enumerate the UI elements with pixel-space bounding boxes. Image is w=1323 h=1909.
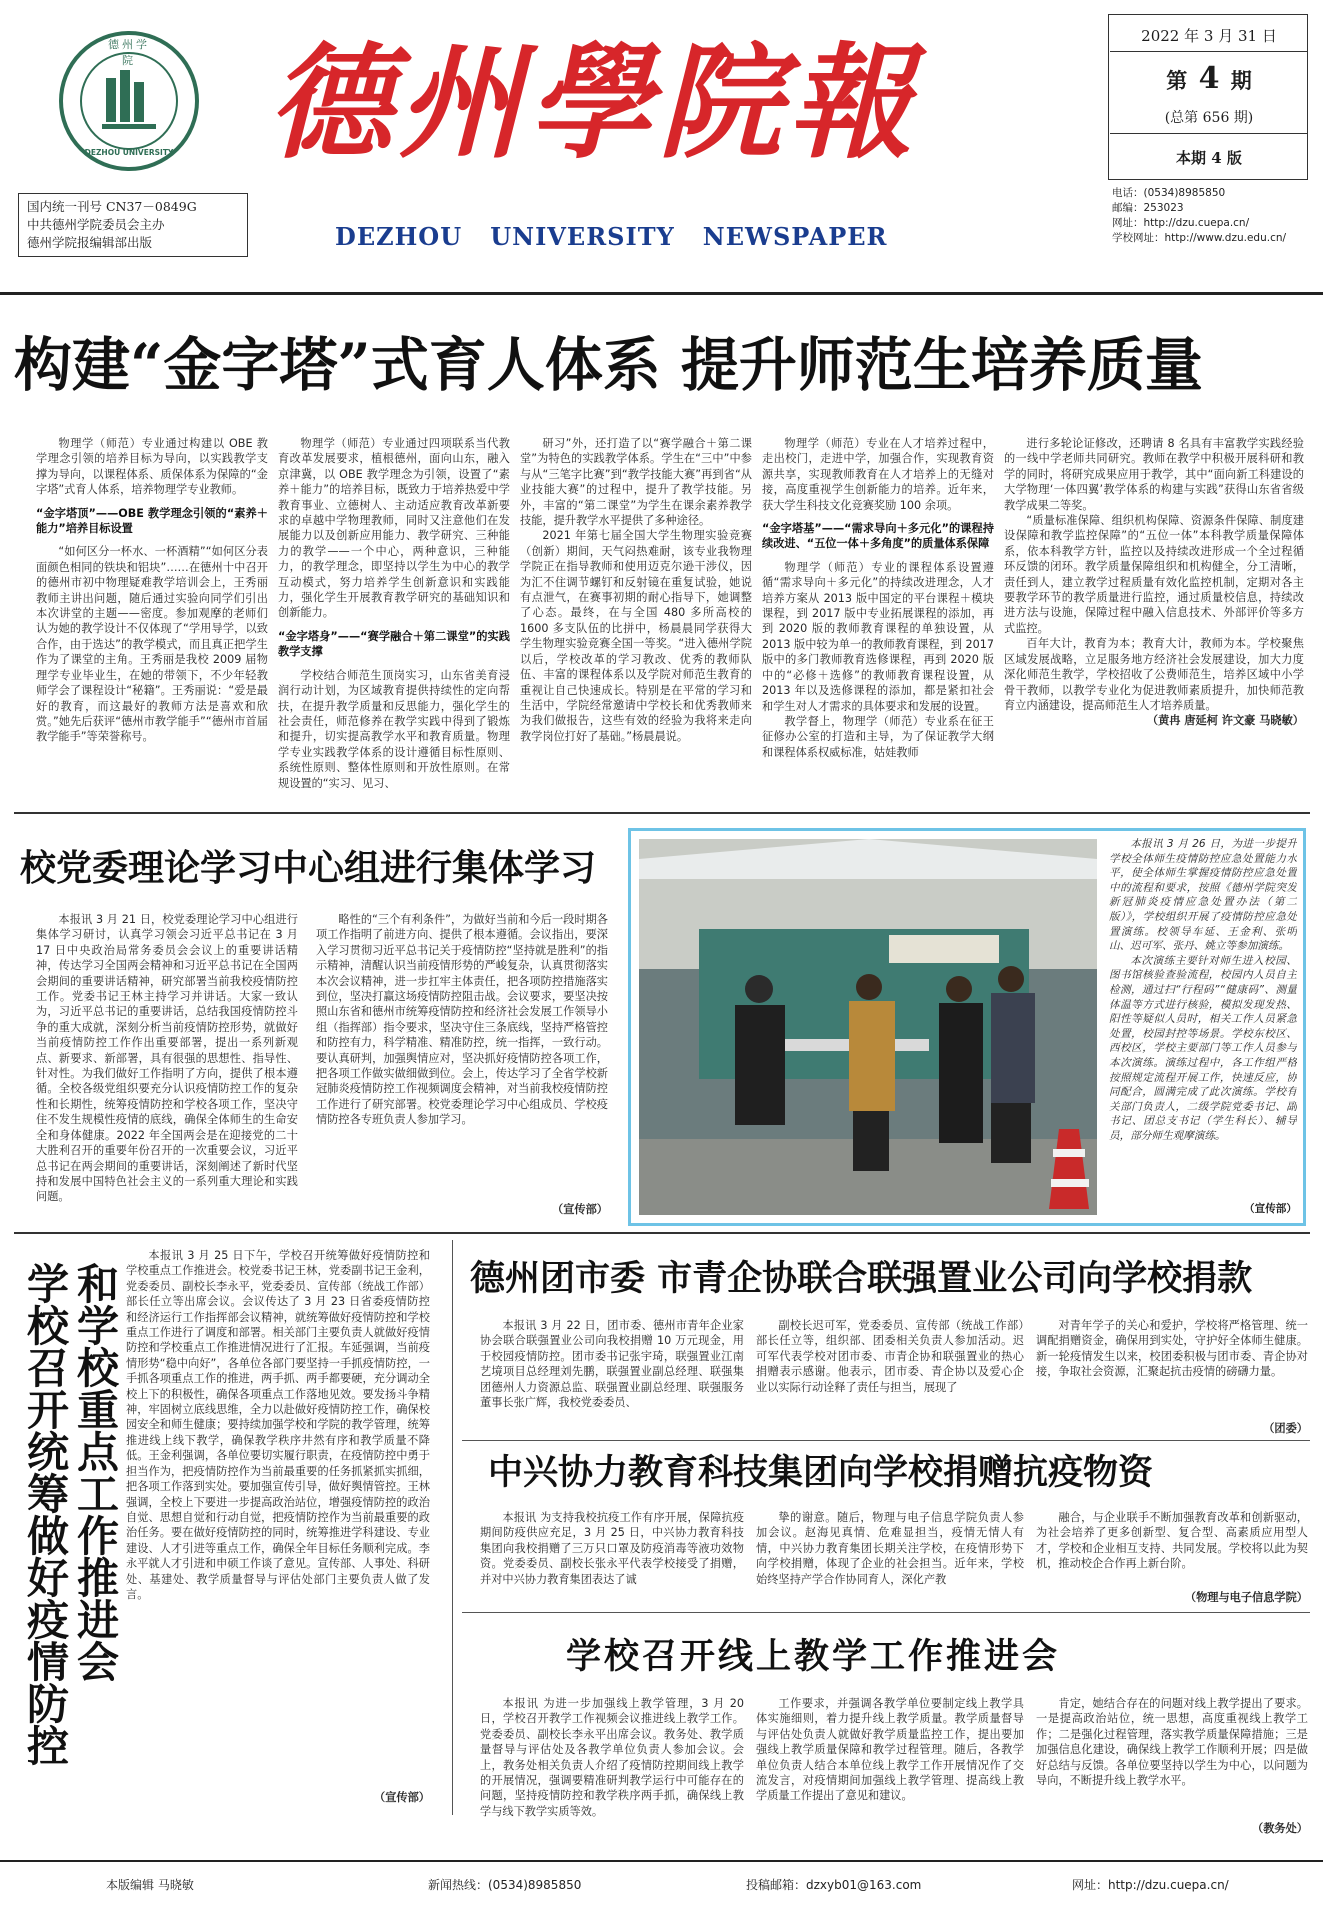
paragraph: 对青年学子的关心和爱护，学校将严格管理、统一调配捐赠资金，确保用到实处，守护好全体师生健康。新一轮疫情发生以来，校团委积极与团市委、青企协对接，争取社会资源，汇聚起抗击疫情的磅礴力量。	[1036, 1319, 1308, 1379]
paragraph: 本次演练主要针对师生进入校园、图书馆核验查验流程，校园内人员自主检测，通过扫“行程码”“健康码”、测量体温等方式进行核验，模拟发现发热、阳性等疑似人员时，相关工作人员紧急处置，校园封控等场景。学校东校区、西校区，学校主要部门等工作人员参与本次演练。演练过程中，各工作组严格按照规定流程开展工作，快速反应，协同配合，圆满完成了此次演练。学校有关部门负责人，二级学院党委书记、副书记、团总支书记（学生科长）、辅导员，部分师生观摩演练。	[1109, 954, 1297, 1142]
subheading: “金字塔基”——“需求导向＋多元化”的课程持续改进、“五位一体＋多角度”的质量体系保障	[762, 522, 994, 551]
story6-byline: （物理与电子信息学院）	[1184, 1591, 1308, 1604]
drill-photo	[639, 839, 1097, 1215]
contact-postcode: 邮编：253023	[1112, 202, 1184, 214]
story7-byline: （教务处）	[1252, 1822, 1308, 1835]
masthead-rule	[0, 292, 1323, 295]
issue-box	[1108, 14, 1308, 180]
drill-photo-scene	[639, 839, 1097, 1215]
story4-headline-right: 和学校重点工作推进会	[71, 1262, 120, 1682]
paragraph: 本报讯 3 月 21 日，校党委理论学习中心组进行集体学习研讨，认真学习领会习近平总书记在 3 月 17 日中央政治局常务委员会会议上的重要讲话精神，传达学习全国两会精神和习近平总书记在全国两会期间的重要讲话精神，研究部署当前我校疫情防控工作。党委书记王林主持学习并讲话。大家一致认为，习近平总书记的重要讲话，总结我国疫情防控斗争的重大成就，深刻分析当前疫情防控形势，就做好当前疫情防控工作作出重要部署，提出一系列新观点、新要求、新部署，具有很强的思想性、指导性、针对性。为我们做好工作指明了方向，提供了根本遵循。全校各级党组织要充分认识疫情防控工作的复杂性和长期性，统筹疫情防控和学校各项工作，坚决守住不发生规模性疫情的底线，确保全体师生的生命安全和身体健康。2022 年全国两会是在迎接党的二十大胜利召开的重要年份召开的一次重要会议，习近平总书记在两会期间的重要讲话，深刻阐述了新时代坚持和发展中国特色社会主义的一系列重大理论和实践问题。	[36, 913, 298, 1204]
footer-hotline: 新闻热线：(0534)8985850	[428, 1878, 582, 1892]
newspaper-subtitle: DEZHOU UNIVERSITY NEWSPAPER	[335, 222, 888, 251]
subheading: “金字塔身”——“赛学融合＋第二课堂”的实践教学支撑	[278, 629, 510, 659]
masthead	[0, 0, 1323, 260]
lead-column-3	[520, 436, 752, 808]
lead-headline: 构建“金字塔”式育人体系 提升师范生培养质量	[14, 331, 1203, 399]
issue-date: 2022 年 3 月 31 日	[1141, 27, 1277, 45]
paragraph: “质量标准保障、组织机构保障、资源条件保障、制度建设保障和教学监控保障”的“五位一体”本科教学质量保障体系，依本科教学方针，监控以及持续改进形成一个全过程循环反馈的闭环。教学质量保障组织和机构健全，分工清晰，责任到人，建立教学过程质量有效化监控机制，定期对各主要教学环节的教学质量进行监控，通过质量校信息，持续改进方法与设施，保障过程中融入信息技术、外部评价等多方式监控。	[1004, 514, 1304, 635]
issue-no: 4	[1198, 61, 1220, 96]
subheading: “金字塔顶”——OBE 教学理念引领的“素养＋能力”培养目标设置	[36, 506, 268, 536]
story5-column-2	[756, 1318, 1024, 1436]
paragraph: 教学督上，物理学（师范）专业系在征王征修办公室的打造和主导，为了保证教学大纲和课程体系权威标准，姑娃教师	[762, 714, 994, 759]
story7-column-2	[756, 1696, 1024, 1836]
registration-line: 德州学院报编辑部出版	[27, 235, 153, 250]
section-rule	[14, 812, 1310, 814]
story5-column-3	[1036, 1318, 1308, 1422]
paragraph: 本报讯 3 月 26 日，为进一步提升学校全体师生疫情防控应急处置能力水平，使全体师生掌握疫情防控应急处置中的流程和要求，按照《德州学院突发新冠肺炎疫情应急处置办法（第二版）》，学校组织开展了疫情防控应急处置演练。校领导车延、王金利、张明山、迟可军、张丹、姚立等参加演练。	[1109, 838, 1297, 953]
story7-headline: 学校召开线上教学工作推进会	[566, 1636, 1061, 1677]
section-rule	[462, 1440, 1310, 1441]
contact-phone: 电话：(0534)8985850	[1112, 187, 1226, 199]
story6-column-1	[480, 1510, 744, 1606]
paragraph: 进行多轮论证修改，还聘请 8 名具有丰富教学实践经验的一线中学老师共同研究。教师在教学中积极开展科研和教学的同时，将研究成果应用于教学，其中“面向新工科建设的大学物理‘一体四翼’教学体系的构建与实践”获得山东省省级教学成果二等奖。	[1004, 437, 1304, 512]
story6-headline: 中兴协力教育科技集团向学校捐赠抗疫物资	[488, 1452, 1154, 1493]
contact-school-site: 学校网址：http://www.dzu.edu.cn/	[1112, 232, 1287, 244]
story3-byline: （宣传部）	[1244, 1203, 1297, 1215]
byline: （黄冉 唐延柯 许文豪 马晓敏）	[1146, 714, 1304, 728]
issue-suffix: 期	[1230, 68, 1252, 93]
lead-column-1	[36, 436, 268, 808]
contact-block	[1112, 186, 1317, 246]
paragraph: 本报讯 为支持我校抗疫工作有序开展，保障抗疫期间防疫供应充足，3 月 25 日，中兴协力教育科技集团向我校捐赠了三万只口罩及防疫消毒等液功效物资。党委委员、副校长张永平代表学校接受了捐赠，并对中兴协力教育集团表达了诚	[480, 1511, 744, 1586]
paragraph: “如何区分一杯水、一杯酒精”“如何区分表面颜色相同的铁块和铝块”……在德州十中召开的德州市初中物理疑难教学培训会上，王秀丽教师主讲出问题，随后通过实验向同学们引出本次讲堂的主题——密度。参加观摩的老师们认为她的教学设计不仅体现了“学用导学，以致合作，由于选达”的教学模式，而且真正把学生作为了课堂的主角。王秀丽是我校 2009 届物理学专业毕业生，在她的带领下，不少年轻教师学会了课程设计“秘籍”。王秀丽说：“爱是最好的教育，而这最好的教师方法是喜欢和欣赏。”她先后获评“德州市教学能手”“德州市首届教学能手”等荣誉称号。	[36, 545, 268, 744]
paragraph: 肯定，她结合存在的问题对线上教学提出了要求。一是提高政治站位，统一思想，高度重视线上教学工作；二是强化过程管理，落实教学质量保障措施；三是加强信息化建设，确保线上教学工作顺利开展；四是做好总结与反馈。各单位要坚持以学生为中心，以问题为导向，不断提升线上教学水平。	[1036, 1697, 1308, 1788]
story6-column-2	[756, 1510, 1024, 1606]
story4-byline: （宣传部）	[374, 1791, 430, 1804]
issue-prefix: 第	[1166, 68, 1188, 93]
total-issue: (总第 656 期)	[1164, 110, 1254, 126]
issue-number	[1109, 61, 1308, 96]
lead-column-2	[278, 436, 510, 808]
paragraph: 研习”外，还打造了以“赛学融合＋第二课堂”为特色的实践教学体系。学生在“三中”中参与从“三笔字比赛”到“教学技能大赛”再到省“从业技能大赛”的过程中，提升了教学技能。另外，丰富的“第二课堂”为学生在课余素养教学技能，提升教学水平提供了多种途径。	[520, 437, 752, 528]
footer	[0, 1870, 1323, 1900]
lead-column-4	[762, 436, 994, 808]
story4-headline-left: 学校召开统筹做好疫情防控	[21, 1262, 70, 1766]
paragraph: 本报讯 为进一步加强线上教学管理，3 月 20 日，学校召开教学工作视频会议推进线上教学工作。党委委员、副校长李永平出席会议。教务处、教学质量督导与评估处及各教学单位负责人参加会议。会上，教务处相关负责人介绍了疫情防控期间线上教学的开展情况，强调要精准研判教学运行中可能存在的问题，坚持疫情防控和教学秩序两手抓，确保线上教学与线下教学实质等效。	[480, 1697, 744, 1818]
section-rule	[14, 1232, 1310, 1234]
story3-body	[1109, 837, 1297, 1197]
registration-box	[18, 193, 248, 257]
footer-rule	[0, 1860, 1323, 1862]
university-logo-icon	[58, 30, 200, 172]
paragraph: 本报讯 3 月 25 日下午，学校召开统筹做好疫情防控和学校重点工作推进会。校党委书记王林，党委副书记王金利，党委委员、副校长李永平，党委委员、宣传部（统战工作部）部长任立等出席会议。会议传达了 3 月 23 日省委疫情防控和经济运行工作指挥部会议精神，就统筹做好疫情防控和学校重点工作进行了调度和部署。相关部门主要负责人就做好疫情防控和学校重点工作推进情况进行了汇报。车延强调，当前疫情形势“稳中向好”，各单位各部门要坚持一手抓疫情防控，一手抓各项重点工作的推进，两手抓、两手都要硬，充分调动全校上下的积极性，确保各项重点工作落地见效。要发扬斗争精神，牢固树立底线思维，全力以赴做好疫情防控工作，确保校园安全和师生健康；要持续加强学校和学院的教学管理，统筹推进线上线下教学，确保教学秩序井然有序和教学质量不降低。王金利强调，各单位要切实履行职责，在疫情防控中勇于担当作为，把疫情防控作为当前最重要的任务抓紧抓实抓细，把各项工作落到实处。要加强宣传引导，做好舆情管控。王林强调，全校上下要进一步提高政治站位，增强疫情防控的政治自觉、思想自觉和行动自觉，把疫情防控作为当前最重要的政治任务。要在做好疫情防控的同时，统筹推进学科建设、专业建设、人才引进等重点工作，确保全年目标任务顺利完成。李永平就人才引进和申硕工作谈了意见。宣传部、人事处、科研处、基建处、教学质量督导与评估处部门主要负责人做了发言。	[126, 1249, 430, 1601]
story7-column-3	[1036, 1696, 1308, 1820]
paragraph: 物理学（师范）专业通过构建以 OBE 教学理念引领的培养目标为导向，以实践教学支撑为导向，以课程体系、质保体系为保障的“金字塔”式育人体系，培养物理学专业教师。	[36, 437, 268, 497]
paragraph: 工作要求，并强调各教学单位要制定线上教学具体实施细则，着力提升线上教学质量。教学质量督导与评估处负责人就做好教学质量监控工作，提出要加强线上教学质量保障和教学过程管理。随后，各教学单位负责人结合本单位线上教学工作开展情况作了交流发言，对疫情期间加强线上教学管理、提高线上教学质量工作提出了意见和建议。	[756, 1697, 1024, 1803]
column-divider	[452, 1240, 453, 1815]
paragraph: 略性的“三个有利条件”，为做好当前和今后一段时期各项工作指明了前进方向、提供了根本遵循。会议指出，要深入学习贯彻习近平总书记关于疫情防控“坚持就是胜利”的指示精神，清醒认识当前疫情形势的严峻复杂，认真贯彻落实本次会议精神，进一步扛牢主体责任，把各项防控措施落实到位，坚决打赢这场疫情防控阻击战。会议要求，要坚决按照山东省和德州市统筹疫情防控和经济社会发展工作领导小组（指挥部）指令要求，坚决守住三条底线，坚持严格管控和防控有力，科学精准、精准防控，统一指挥，一致行动。要认真研判，加强舆情应对，坚决抓好疫情防控各项工作，把各项工作做实做细做到位。会上，传达学习了全省学校新冠肺炎疫情防控工作视频调度会精神，对当前我校疫情防控工作进行了研究部署。校党委理论学习中心组成员、学校疫情防控各专班负责人参加学习。	[316, 913, 608, 1127]
section-rule	[462, 1612, 1310, 1613]
paragraph: 2021 年第七届全国大学生物理实验竞赛（创新）期间，天气闷热难耐，该专业我物理学院正在指导教师和使用迈克尔逊干涉仪，因为汇不住调节螺钉和反射镜在重复试验，她说有点泄气，在赛事初期的耐心指导下，她调整了心态。最终，在与全国 480 多所高校的 1600 多支队伍的比拼中，杨晨晨同学获得大学生物理实验竞赛全国一等奖。“进入德州学院以后，学校改革的学习教改、优秀的教师队伍、丰富的课程体系以及学院对师范生教育的重视让自己快速成长。特别是在平常的学习和生活中，学院经常邀请中学校长和优秀教师来为我们做报告，这些有效的经验为我将来走向教学岗位打好了基础。”杨晨晨说。	[520, 529, 752, 743]
paragraph: 融合，与企业联手不断加强教育改革和创新驱动，为社会培养了更多创新型、复合型、高素质应用型人才，学校和企业相互支持、共同发展。学校将以此为契机，推动校企合作再上新台阶。	[1036, 1511, 1308, 1571]
lead-column-5	[1004, 436, 1304, 808]
story5-byline: （团委）	[1263, 1422, 1308, 1435]
contact-site: 网址：http://dzu.cuepa.cn/	[1112, 217, 1250, 229]
paragraph: 物理学（师范）专业通过四项联系当代教育改革发展要求，植根德州，面向山东，融入京津冀，以 OBE 教学理念为引领，设置了“素养＋能力”的培养目标，既致力于培养热爱中学教育事业、立德树人、主动适应教育改革新要求的卓越中学物理教师，同时又注意他们在发展能力以及创新应用能力、教学研究、三种能力的教学——一个中心，两种意识，三种能力，的教学理念，即坚持以学生为中心的教学互动模式，努力培养学生创新意识和实践能力，强化学生开展教育教学研究的基础知识和创新能力。	[278, 437, 510, 620]
story5-column-1	[480, 1318, 744, 1436]
footer-site: 网址：http://dzu.cuepa.cn/	[1072, 1878, 1229, 1892]
story2-headline: 校党委理论学习中心组进行集体学习	[20, 847, 597, 889]
story5-headline: 德州团市委 市青企协联合联强置业公司向学校捐款	[470, 1258, 1253, 1299]
story6-column-3	[1036, 1510, 1308, 1590]
photo-frame	[628, 828, 1306, 1226]
logo-bottom-text: DEZHOU UNIVERSITY	[84, 148, 174, 157]
paragraph: 物理学（师范）专业在人才培养过程中，走出校门，走进中学，加强合作，实现教育资源共享，实现教师教育在人才培养上的无缝对接，高度重视学生创新能力的培养。近年来，获大学生科技文化竞赛奖励 100 余项。	[762, 437, 994, 512]
footer-email: 投稿邮箱：dzxyb01@163.com	[746, 1878, 922, 1892]
paragraph: 本报讯 3 月 22 日，团市委、德州市青年企业家协会联合联强置业公司向我校捐赠 10 万元现金，用于校园疫情防控。团市委书记张宇琦，联强置业江南艺境项目总经理刘先鹏，联强置业副总经理、联强集团德州人力资源总监、联强置业副总经理、联强服务董事长张广辉，我校党委委员、	[480, 1319, 744, 1410]
paragraph: 百年大计，教育为本；教育大计，教师为本。学校聚焦区域发展战略，立足服务地方经济社会发展建设，加大力度深化师范生教学，学校招收了公费师范生，培养区域中小学骨干教师，以教学专业化为促进教师素质提升，加快师范教育立内涵建设，提高师范生人才培养质量。	[1004, 637, 1304, 712]
story2-column-2	[316, 912, 608, 1202]
registration-line: 中共德州学院委员会主办	[27, 217, 165, 232]
story2-column-1	[36, 912, 298, 1218]
story7-column-1	[480, 1696, 744, 1836]
page-count: 本期 4 版	[1176, 149, 1242, 167]
paragraph: 挚的谢意。随后，物理与电子信息学院负责人参加会议。赵海见真情、危难显担当，疫情无情人有情，中兴协力教育集团长期关注学校，在疫情形势下向学校捐赠，体现了企业的社会担当。近年来，学校始终坚持产学合作协同育人，深化产教	[756, 1511, 1024, 1586]
story2-byline: （宣传部）	[552, 1203, 608, 1216]
registration-line: 国内统一刊号 CN37－0849G	[27, 199, 197, 214]
footer-editor: 本版编辑 马晓敏	[106, 1878, 194, 1892]
paragraph: 副校长迟可军，党委委员、宣传部（统战工作部）部长任立等，组织部、团委相关负责人参加活动。迟可军代表学校对团市委、市青企协和联强置业的热心捐赠表示感谢。他表示，团市委、青企协以及爱心企业以实际行动诠释了责任与担当，展现了	[756, 1319, 1024, 1394]
paragraph: 物理学（师范）专业的课程体系设置遵循“需求导向＋多元化”的持续改进理念，人才培养方案从 2013 版中国定的平台课程＋模块课程，到 2017 版中专业拓展课程的添加，再到 2020 版的教师教育课程的单独设置，从 2013 版中较为单一的教师教育课程，到 2017 版中的多门教师教育选修课程，再到 2020 版中的“必修＋选修”的教师教育课程设置，从 2013 年以及选修课程的添加，都是紧扣社会和学生对人才需求的具体要求和发展的设置。	[762, 560, 994, 713]
logo-top-text: 德州学院	[108, 38, 150, 67]
newspaper-title: 德州學院報	[268, 34, 919, 176]
story4-body	[126, 1248, 430, 1788]
paragraph: 学校结合师范生顶岗实习，山东省美育浸润行动计划，为区域教育提供持续性的定向帮扶，在提升教学质量和反思能力，强化学生的社会责任，师范修养在教学实践中得到了锻炼和提升，切实提高教学水平和教育质量。物理学专业实践教学体系的设计遵循目标性原则、系统性原则、整体性原则和开放性原则。在常规设置的“实习、见习、	[278, 668, 510, 790]
